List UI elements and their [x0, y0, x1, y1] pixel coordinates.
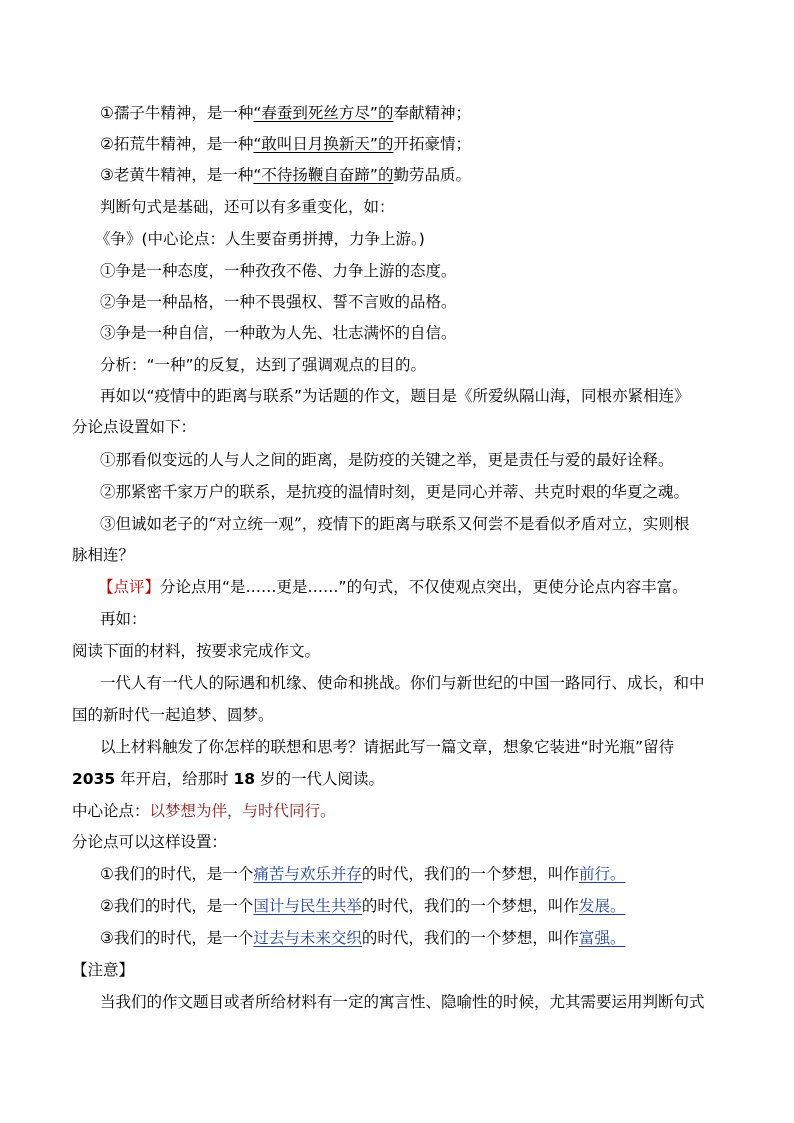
text: ①我们的时代，是一个 — [100, 865, 254, 883]
paragraph-line: 当我们的作文题目或者所给材料有一定的寓言性、隐喻性的时候，尤其需要运用判断句式 — [100, 993, 705, 1011]
paragraph-line: 分论点可以这样设置： — [72, 833, 228, 851]
underlined-phrase: 国计与民生共举 — [253, 897, 362, 915]
paragraph-line — [100, 165, 471, 185]
underlined-quote: “敢叫日月换新天”的 — [253, 135, 394, 153]
underlined-phrase: 过去与未来交织 — [253, 929, 362, 947]
paragraph-line: 再如： — [100, 610, 147, 628]
text: ②拓荒牛精神，是一种 — [100, 135, 254, 153]
underlined-quote: “春蚕到死丝方尽”的 — [253, 104, 394, 122]
section-heading: 【注意】 — [72, 961, 135, 979]
text: 的时代，我们的一个梦想，叫作 — [361, 897, 579, 915]
paragraph-line — [100, 864, 625, 884]
text: 奉献精神； — [393, 104, 471, 122]
paragraph-line — [100, 103, 471, 123]
text: 勤劳品质。 — [393, 166, 471, 184]
text: 的时代，我们的一个梦想，叫作 — [361, 865, 579, 883]
text: 岁的一代人阅读。 — [255, 770, 385, 788]
paragraph-line: 以上材料触发了你怎样的联想和思考？请据此写一篇文章，想象它装进“时光瓶”留待 — [100, 738, 675, 756]
age-number: 18 — [233, 770, 256, 788]
underlined-phrase: 富强。 — [578, 929, 626, 947]
paragraph-line: 阅读下面的材料，按要求完成作文。 — [72, 642, 321, 660]
underlined-phrase: 痛苦与欢乐并存 — [253, 865, 362, 883]
text: ②我们的时代，是一个 — [100, 897, 254, 915]
central-argument-line — [72, 801, 336, 821]
text: ①孺子牛精神，是一种 — [100, 104, 254, 122]
paragraph-line: ③争是一种自信，一种敢为人先、壮志满怀的自信。 — [100, 324, 457, 342]
paragraph-line — [100, 896, 625, 916]
paragraph-line: 脉相连？ — [72, 546, 135, 564]
paragraph-line: 分析：“一种”的反复，达到了强调观点的目的。 — [100, 356, 427, 374]
year-number: 2035 — [72, 770, 116, 788]
paragraph-line — [72, 769, 384, 789]
text: 的时代，我们的一个梦想，叫作 — [361, 929, 579, 947]
label: 中心论点： — [72, 802, 150, 820]
comment-line — [98, 577, 688, 597]
text: 分论点用“是……更是……”的句式，不仅使观点突出，更使分论点内容丰富。 — [160, 578, 688, 596]
underlined-quote: “不待扬鞭自奋蹄”的 — [253, 166, 394, 184]
paragraph-line — [100, 928, 625, 948]
paragraph-line: 再如以“疫情中的距离与联系”为话题的作文，题目是《所爱纵隔山海，同根亦紧相连》 — [100, 387, 690, 405]
paragraph-line — [100, 134, 471, 154]
paragraph-line: 《争》(中心论点：人生要奋勇拼搏，力争上游。) — [95, 230, 425, 248]
paragraph-line: 分论点设置如下： — [72, 418, 197, 436]
central-argument: 以梦想为伴，与时代同行。 — [149, 802, 336, 820]
paragraph-line: ①争是一种态度，一种孜孜不倦、力争上游的态度。 — [100, 262, 457, 280]
comment-tag: 【点评】 — [98, 578, 161, 596]
paragraph-line: ②争是一种品格，一种不畏强权、誓不言败的品格。 — [100, 293, 457, 311]
paragraph-line: ①那看似变远的人与人之间的距离，是防疫的关键之举，更是责任与爱的最好诠释。 — [100, 451, 674, 469]
text: ③我们的时代，是一个 — [100, 929, 254, 947]
paragraph-line: ②那紧密千家万户的联系，是抗疫的温情时刻，更是同心并蒂、共克时艰的华夏之魂。 — [100, 483, 690, 501]
paragraph-line: 判断句式是基础，还可以有多重变化，如： — [100, 198, 395, 216]
paragraph-line: 一代人有一代人的际遇和机缘、使命和挑战。你们与新世纪的中国一路同行、成长，和中 — [100, 674, 705, 692]
paragraph-line: ③但诚如老子的“对立统一观”，疫情下的距离与联系又何尝不是看似矛盾对立，实则根 — [100, 515, 690, 533]
text: ③老黄牛精神，是一种 — [100, 166, 254, 184]
text: 年开启，给那时 — [115, 770, 234, 788]
underlined-phrase: 前行。 — [578, 865, 626, 883]
text: 开拓豪情； — [393, 135, 471, 153]
underlined-phrase: 发展。 — [578, 897, 626, 915]
paragraph-line: 国的新时代一起追梦、圆梦。 — [72, 706, 274, 724]
